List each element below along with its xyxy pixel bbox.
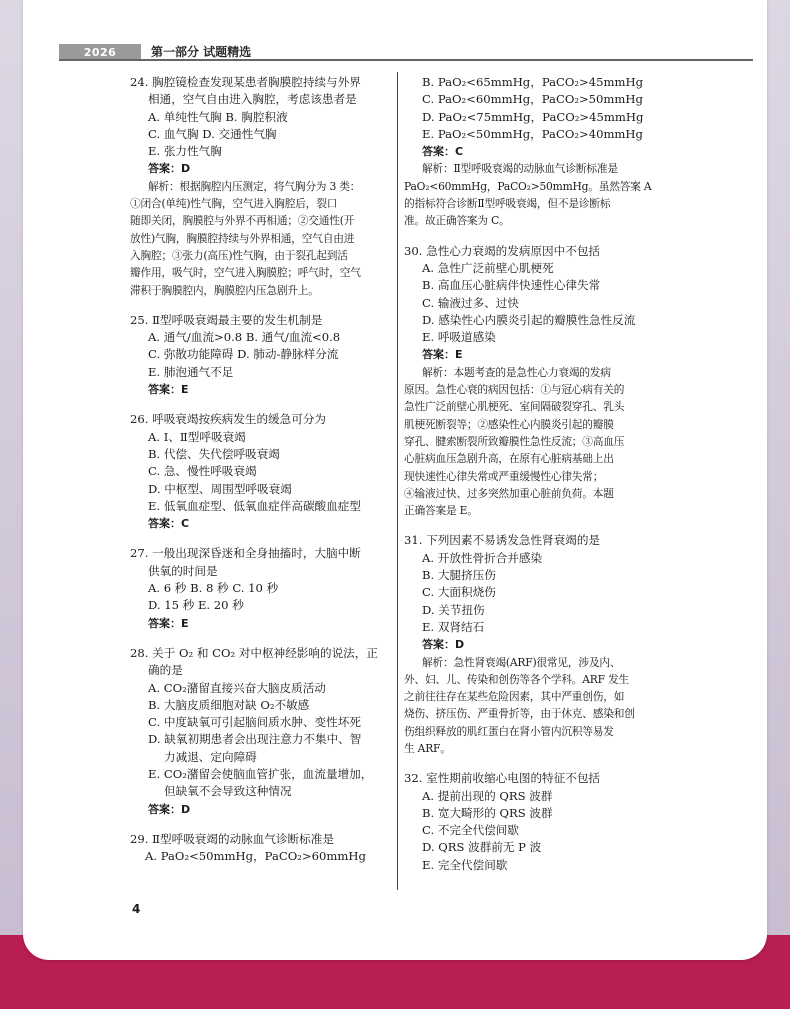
spacer [130, 818, 390, 831]
question-line: B. 大脑皮质细胞对缺 O₂不敏感 [148, 697, 310, 712]
explanation-line: 解析：根据胸腔内压测定，将气胸分为 3 类： [148, 179, 361, 193]
question-line: B. 大腿挤压伤 [422, 568, 496, 583]
question-stem: 28. 关于 O₂ 和 CO₂ 对中枢神经影响的说法，正 [130, 645, 378, 660]
explanation-line: 急性广泛前壁心肌梗死、室间隔破裂穿孔、乳头 [404, 400, 625, 414]
question-line: 相通，空气自由进入胸腔，考虑该患者是 [148, 92, 357, 107]
explanation-line: PaO₂<60mmHg，PaCO₂>50mmHg。虽然答案 A [404, 179, 652, 193]
question-stem: 26. 呼吸衰竭按疾病发生的缓急可分为 [130, 412, 327, 427]
question-stem: 27. 一般出现深昏迷和全身抽搐时，大脑中断 [130, 546, 361, 561]
question-line: D. 15 秒 E. 20 秒 [148, 598, 244, 613]
question-stem: 25. Ⅱ型呼吸衰竭最主要的发生机制是 [130, 312, 323, 327]
explanation-line: ④输液过快、过多突然加重心脏前负荷。本题 [404, 486, 614, 500]
explanation-line: 现快速性心律失常或严重缓慢性心律失常； [404, 469, 604, 483]
question-line: B. PaO₂<65mmHg，PaCO₂>45mmHg [422, 75, 644, 89]
question-line: A. 单纯性气胸 B. 胸腔积液 [148, 109, 288, 124]
explanation-line: 瓣作用，吸气时，空气进入胸膜腔；呼气时，空气 [130, 266, 361, 280]
question-line: E. 低氧血症型、低氧血症伴高碳酸血症型 [148, 498, 361, 513]
question-line: C. 中度缺氧可引起脑间质水肿、变性坏死 [148, 715, 361, 730]
question-stem: 30. 急性心力衰竭的发病原因中不包括 [404, 243, 601, 258]
explanation-line: 原因。急性心衰的病因包括：①与冠心病有关的 [404, 383, 625, 397]
question-line: E. PaO₂<50mmHg，PaCO₂>40mmHg [422, 126, 643, 141]
explanation-line: 外、妇、儿、传染和创伤等各个学科。ARF 发生 [404, 672, 630, 686]
explanation-line: 心脏病血压急剧升高，在原有心脏病基础上出 [404, 452, 614, 466]
question-line: D. 缺氧初期患者会出现注意力不集中、智 [148, 732, 362, 747]
explanation-line: 放性)气胸，胸膜腔持续与外界相通，空气自由进 [130, 231, 355, 245]
question-line: C. 输液过多、过快 [422, 295, 519, 310]
answer-label: 答案：C [148, 517, 190, 531]
question-line: C. 急、慢性呼吸衰竭 [148, 464, 257, 479]
explanation-line: 准。故正确答案为 C。 [404, 214, 510, 228]
spacer [404, 519, 664, 532]
answer-label: 答案：E [148, 616, 189, 630]
answer-label: 答案：D [148, 802, 191, 816]
book-page [23, 0, 767, 960]
explanation-line: 正确答案是 E。 [404, 504, 478, 518]
spacer [404, 757, 664, 770]
answer-label: 答案：E [148, 383, 189, 397]
question-line: C. 弥散功能障碍 D. 肺动-静脉样分流 [148, 347, 339, 362]
explanation-line: 生 ARF。 [404, 741, 451, 755]
question-stem: 29. Ⅱ型呼吸衰竭的动脉血气诊断标准是 [130, 831, 334, 846]
question-line: A. 提前出现的 QRS 波群 [422, 788, 553, 803]
answer-label: 答案：D [422, 638, 465, 652]
question-line: A. Ⅰ、Ⅱ型呼吸衰竭 [148, 429, 246, 444]
explanation-line: 穿孔、腱索断裂所致瓣膜性急性反流；③高血压 [404, 434, 625, 448]
question-stem: 24. 胸腔镜检查发现某患者胸膜腔持续与外界 [130, 75, 361, 89]
question-line: A. 6 秒 B. 8 秒 C. 10 秒 [148, 581, 279, 596]
question-line: D. 中枢型、周围型呼吸衰竭 [148, 481, 292, 496]
answer-label: 答案：C [422, 145, 464, 159]
spacer [130, 398, 390, 411]
explanation-line: 随即关闭，胸膜腔与外界不再相通；②交通性(开 [130, 214, 355, 228]
explanation-line: 伤组织释放的肌红蛋白在肾小管内沉积等易发 [404, 724, 614, 738]
spacer [130, 299, 390, 312]
year-tag: 2026 [59, 44, 141, 61]
question-line: C. 血气胸 D. 交通性气胸 [148, 126, 277, 141]
header-rule [59, 59, 753, 61]
answer-label: 答案：D [148, 162, 191, 176]
explanation-line: 滞积于胸膜腔内，胸膜腔内压急剧升上。 [130, 283, 319, 297]
option-continuation: 力减退、定向障碍 [164, 749, 257, 764]
option-continuation: 但缺氧不会导致这种情况 [164, 784, 292, 799]
question-line: E. 张力性气胸 [148, 144, 222, 159]
explanation-line: 之前往往存在某些危险因素，其中严重创伤，如 [404, 690, 625, 704]
section-title: 第一部分 试题精选 [151, 45, 252, 59]
question-line: A. 开放性骨折合并感染 [422, 550, 543, 565]
explanation-line: 解析：本题考查的是急性心力衰竭的发病 [422, 365, 611, 379]
question-line: B. 代偿、失代偿呼吸衰竭 [148, 446, 280, 461]
page-number: 4 [132, 902, 141, 916]
explanation-line: 的指标符合诊断Ⅱ型呼吸衰竭，但不是诊断标 [404, 197, 611, 211]
question-line: D. QRS 波群前无 P 波 [422, 840, 542, 855]
question-line: E. 肺泡通气不足 [148, 364, 234, 379]
spacer [130, 532, 390, 545]
explanation-line: 入胸腔；③张力(高压)性气胸，由于裂孔起到活 [130, 248, 348, 262]
question-line: B. 宽大畸形的 QRS 波群 [422, 805, 553, 820]
explanation-line: 解析：急性肾衰竭(ARF)很常见，涉及内、 [422, 655, 621, 669]
question-line: C. 大面积烧伤 [422, 585, 496, 600]
question-line: B. 高血压心脏病伴快速性心律失常 [422, 278, 601, 293]
question-line: E. 完全代偿间歇 [422, 857, 508, 872]
answer-label: 答案：E [422, 348, 463, 362]
question-stem: 31. 下列因素不易诱发急性肾衰竭的是 [404, 533, 601, 548]
question-stem: 32. 室性期前收缩心电图的特征不包括 [404, 771, 601, 786]
explanation-line: 烧伤、挤压伤、严重骨折等，由于休克、感染和创 [404, 707, 635, 721]
question-line: D. 关节扭伤 [422, 602, 485, 617]
spacer [130, 632, 390, 645]
question-line: D. PaO₂<75mmHg，PaCO₂>45mmHg [422, 109, 644, 124]
question-line: C. 不完全代偿间歇 [422, 823, 519, 838]
question-line: E. CO₂潴留会使脑血管扩张，血流量增加， [148, 766, 373, 781]
column-divider [397, 72, 398, 890]
question-line: A. PaO₂<50mmHg，PaCO₂>60mmHg [145, 849, 366, 864]
question-line: A. CO₂潴留直接兴奋大脑皮质活动 [148, 680, 326, 695]
question-line: A. 急性广泛前壁心肌梗死 [422, 260, 554, 275]
explanation-line: ①闭合(单纯)性气胸，空气进入胸腔后，裂口 [130, 197, 338, 211]
right-column [404, 74, 664, 874]
question-line: E. 呼吸道感染 [422, 330, 496, 345]
question-line: E. 双肾结石 [422, 619, 485, 634]
spacer [404, 230, 664, 243]
left-column [130, 74, 390, 865]
question-line: C. PaO₂<60mmHg，PaCO₂>50mmHg [422, 92, 643, 107]
explanation-line: 解析：Ⅱ型呼吸衰竭的动脉血气诊断标准是 [422, 162, 618, 176]
question-line: D. 感染性心内膜炎引起的瓣膜性急性反流 [422, 312, 636, 327]
question-line: A. 通气/血流>0.8 B. 通气/血流<0.8 [148, 330, 341, 345]
explanation-line: 肌梗死断裂等；②感染性心内膜炎引起的瓣膜 [404, 417, 614, 431]
question-line: 供氧的时间是 [148, 563, 218, 578]
question-line: 确的是 [148, 663, 183, 678]
